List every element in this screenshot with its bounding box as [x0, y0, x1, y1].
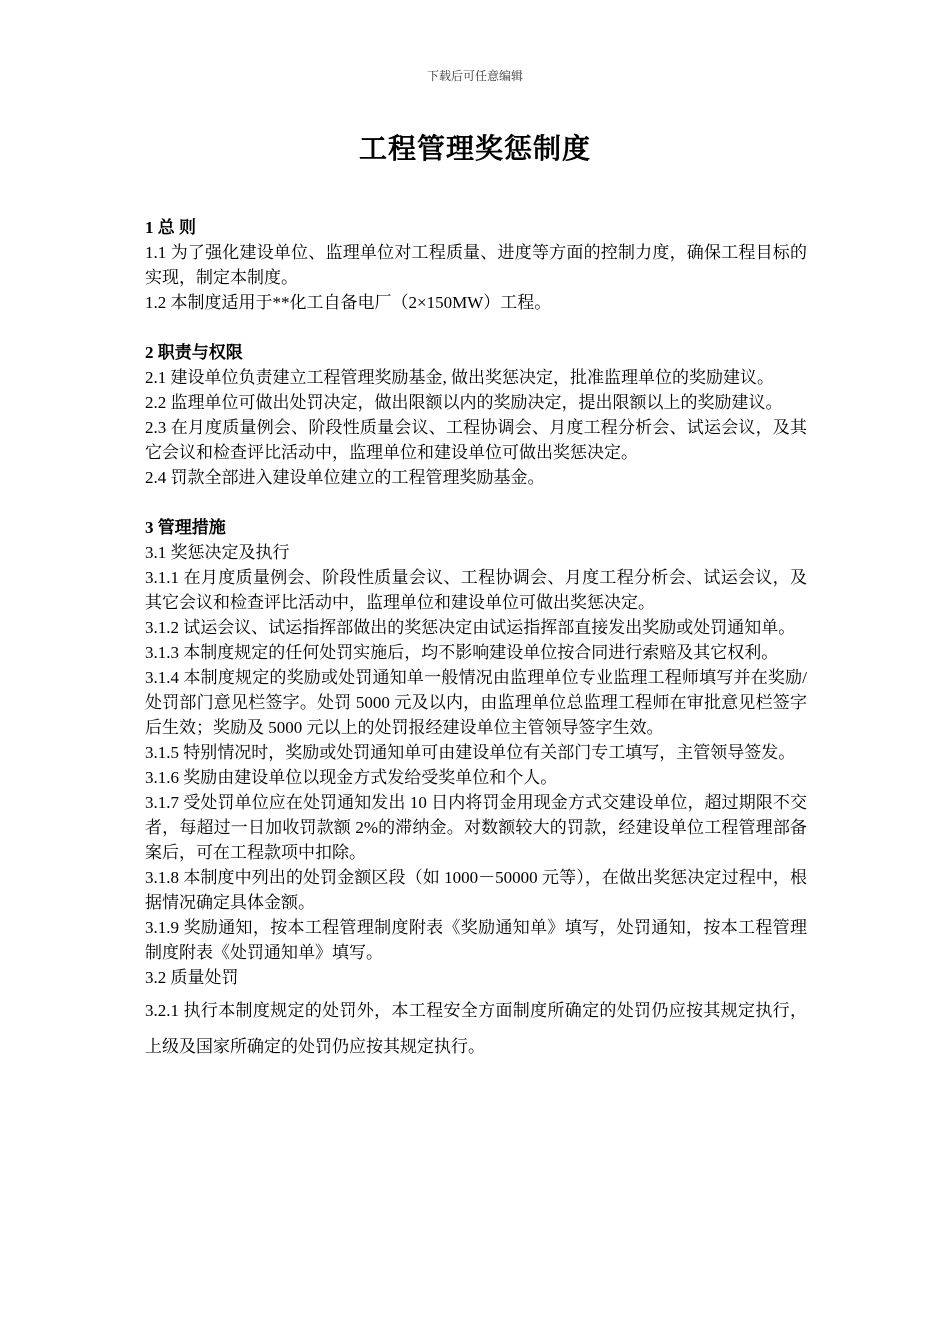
paragraph: 3.1.3 本制度规定的任何处罚实施后，均不影响建设单位按合同进行索赔及其它权利。 [145, 643, 779, 662]
paragraph: 3.2.1 执行本制度规定的处罚外，本工程安全方面制度所确定的处罚仍应按其规定执行，上级及国家所确定的处罚仍应按其规定执行。 [145, 1001, 807, 1056]
paragraph: 3.2 质量处罚 [145, 968, 239, 987]
paragraph: 3.1.7 受处罚单位应在处罚通知发出 10 日内将罚金用现金方式交建设单位，超过期限不交者，每超过一日加收罚款额 2%的滞纳金。对数额较大的罚款，经建设单位工程管理部备案后，可在工程款项中扣除。 [145, 793, 807, 862]
section-heading: 1 总 则 [145, 218, 196, 237]
paragraph: 3.1.2 试运会议、试运指挥部做出的奖惩决定由试运指挥部直接发出奖励或处罚通知单。 [145, 618, 796, 637]
header-note: 下载后可任意编辑 [426, 69, 523, 83]
paragraph: 2.4 罚款全部进入建设单位建立的工程管理奖励基金。 [145, 468, 545, 487]
paragraph: 2.3 在月度质量例会、阶段性质量会议、工程协调会、月度工程分析会、试运会议，及其它会议和检查评比活动中，监理单位和建设单位可做出奖惩决定。 [145, 418, 807, 462]
paragraph: 2.2 监理单位可做出处罚决定，做出限额以内的奖励决定，提出限额以上的奖励建议。 [145, 393, 783, 412]
section-heading: 2 职责与权限 [145, 343, 243, 362]
paragraph: 3.1.1 在月度质量例会、阶段性质量会议、工程协调会、月度工程分析会、试运会议，及其它会议和检查评比活动中，监理单位和建设单位可做出奖惩决定。 [145, 568, 807, 612]
paragraph: 2.1 建设单位负责建立工程管理奖励基金, 做出奖惩决定，批准监理单位的奖励建议。 [145, 368, 774, 387]
paragraph: 3.1.4 本制度规定的奖励或处罚通知单一般情况由监理单位专业监理工程师填写并在奖励/处罚部门意见栏签字。处罚 5000 元及以内，由监理单位总监理工程师在审批意见栏签字后生效；奖励及 5000 元以上的处罚报经建设单位主管领导签字生效。 [145, 668, 807, 737]
paragraph: 3.1.8 本制度中列出的处罚金额区段（如 1000－50000 元等），在做出奖惩决定过程中，根据情况确定具体金额。 [145, 868, 807, 912]
paragraph: 3.1.6 奖励由建设单位以现金方式发给受奖单位和个人。 [145, 768, 558, 787]
document-body [145, 215, 807, 1065]
document-title: 工程管理奖惩制度 [358, 134, 591, 165]
paragraph: 3.1.5 特别情况时，奖励或处罚通知单可由建设单位有关部门专工填写，主管领导签发。 [145, 743, 796, 762]
section-heading: 3 管理措施 [145, 518, 226, 537]
paragraph: 1.2 本制度适用于**化工自备电厂（2×150MW）工程。 [145, 293, 552, 312]
spacer [145, 315, 807, 340]
spacer [145, 490, 807, 515]
paragraph: 3.1.9 奖励通知，按本工程管理制度附表《奖励通知单》填写，处罚通知，按本工程管理制度附表《处罚通知单》填写。 [145, 918, 807, 962]
paragraph: 1.1 为了强化建设单位、监理单位对工程质量、进度等方面的控制力度，确保工程目标的实现，制定本制度。 [145, 243, 807, 287]
paragraph: 3.1 奖惩决定及执行 [145, 543, 290, 562]
